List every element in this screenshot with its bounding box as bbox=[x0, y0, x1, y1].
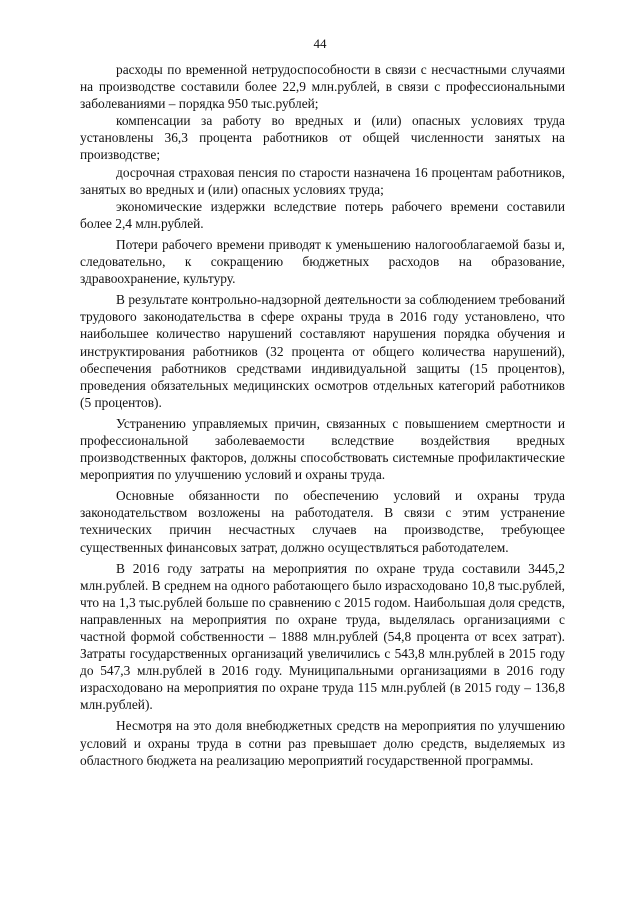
document-body bbox=[80, 61, 565, 769]
paragraph-inspection-results: В результате контрольно-надзорной деятельности за соблюдением требований трудового законодательства в сфере охраны труда в 2016 году установлено, что наибольшее количество нарушений составляют нарушения порядка обучения и инструктирования работников (32 процента от общего количества нарушений), обеспечения работников средствами индивидуальной защиты (15 процентов), проведения обязательных медицинских осмотров отдельных категорий работников (5 процентов). bbox=[80, 292, 565, 410]
paragraph-economic-losses: экономические издержки вследствие потерь рабочего времени составили более 2,4 млн.рублей. bbox=[80, 198, 565, 231]
paragraph-preventive-measures: Устранению управляемых причин, связанных с повышением смертности и профессиональной заболеваемости вследствие воздействия вредных производственных факторов, должны способствовать системные профилактические мероприятия по улучшению условий и охраны труда. bbox=[80, 415, 565, 483]
paragraph-budget-share: Несмотря на это доля внебюджетных средств на мероприятия по улучшению условий и охраны труда в сотни раз превышает долю средств, выделяемых из областного бюджета на реализацию мероприятий государственной программы. bbox=[80, 718, 565, 768]
page-number: 44 bbox=[313, 36, 327, 51]
paragraph-tax-base: Потери рабочего времени приводят к уменьшению налогооблагаемой базы и, следовательно, к сокращению бюджетных расходов на образование, здравоохранение, культуру. bbox=[80, 236, 565, 287]
paragraph-employer-duties: Основные обязанности по обеспечению условий и охраны труда законодательством возложены на работодателя. В связи с этим устранение технических причин несчастных случаев на производстве, требующее существенных финансовых затрат, должно осуществляться работодателем. bbox=[80, 488, 565, 555]
paragraph-sick-leave-costs: расходы по временной нетрудоспособности в связи с несчастными случаями на производстве составили более 22,9 млн.рублей, в связи с профессиональными заболеваниями – порядка 950 тыс.рублей; bbox=[80, 62, 565, 112]
paragraph-early-pension: досрочная страховая пенсия по старости назначена 16 процентам работников, занятых во вредных и (или) опасных условиях труда; bbox=[80, 164, 565, 197]
paragraph-2016-expenses: В 2016 году затраты на мероприятия по охране труда составили 3445,2 млн.рублей. В среднем на одного работающего было израсходовано 10,8 тыс.рублей, что на 1,3 тыс.рублей больше по сравнению с 2015 годом. Наибольшая доля средств, направленных на мероприятия по охране труда, выделялась организациями с частной формой собственности – 1888 млн.рублей (54,8 процента от всех затрат). Затраты государственных организаций увеличились с 543,8 млн.рублей в 2015 году до 547,3 млн.рублей в 2016 году. Муниципальными организациями в 2016 году израсходовано на мероприятия по охране труда 115 млн.рублей (в 2015 году – 136,8 млн.рублей). bbox=[80, 560, 565, 713]
paragraph-hazard-compensation: компенсации за работу во вредных и (или) опасных условиях труда установлены 36,3 процента работников от общей численности занятых на производстве; bbox=[80, 113, 565, 163]
